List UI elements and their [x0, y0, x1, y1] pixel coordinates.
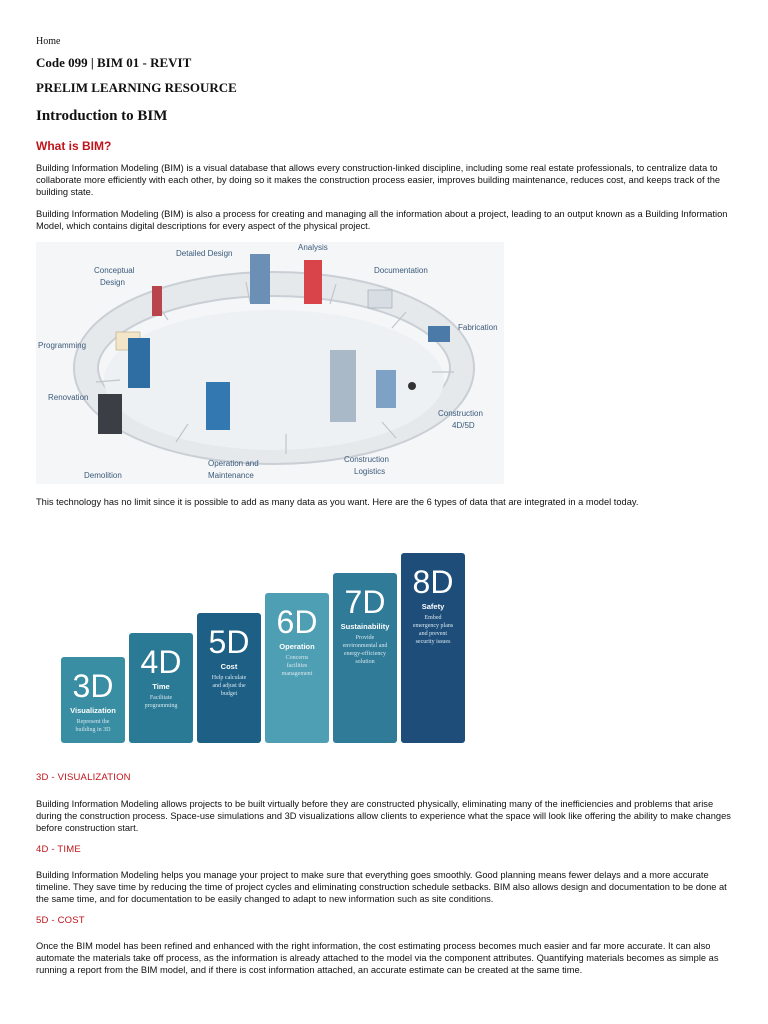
- dimension-description: security issues: [415, 639, 451, 645]
- dimension-description: building in 3D: [75, 727, 111, 733]
- label-construction-logistics-2: Logistics: [354, 467, 386, 476]
- dimension-label: 5D: [208, 624, 250, 660]
- section-heading-5d: 5D - COST: [36, 915, 85, 926]
- what-is-bim-heading: What is BIM?: [36, 139, 112, 153]
- dimension-description: Facilitate: [149, 695, 173, 701]
- dimension-block-8d: [401, 553, 465, 743]
- dimension-description: programming: [144, 703, 178, 709]
- dimension-block-4d: [129, 633, 193, 743]
- dimension-block-6d: [265, 593, 329, 743]
- dimension-name: Cost: [220, 662, 238, 671]
- dimension-description: Provide: [355, 635, 375, 641]
- topic-title: Introduction to BIM: [36, 108, 168, 124]
- dimension-label: 4D: [140, 644, 182, 680]
- label-programming: Programming: [38, 341, 87, 350]
- dimension-label: 3D: [72, 668, 114, 704]
- dimension-name: Sustainability: [340, 622, 390, 631]
- dimension-name: Operation: [279, 642, 315, 651]
- label-detailed-design: Detailed Design: [176, 249, 233, 258]
- bim-lifecycle-figure: [36, 242, 504, 484]
- label-design: Design: [100, 278, 125, 287]
- dimension-description: facilities: [286, 663, 308, 669]
- dimension-description: solution: [355, 659, 375, 665]
- label-construction-4d5d: 4D/5D: [452, 421, 475, 430]
- dimension-description: Represent the: [76, 719, 110, 725]
- label-operation: Operation and: [208, 459, 259, 468]
- dimension-description: Embed: [424, 615, 442, 621]
- dimension-description: energy-efficiency: [343, 651, 387, 657]
- home-link[interactable]: Home: [36, 36, 61, 47]
- dimension-description: Concerns: [285, 655, 309, 661]
- resource-title: PRELIM LEARNING RESOURCE: [36, 80, 237, 95]
- label-construction-logistics-1: Construction: [344, 455, 389, 464]
- section-text-3d: Building Information Modeling allows projects to be built virtually before they are constructed physically, eliminating many of the inefficiencies and problems that arise during the construction process. Space-use simulations and 3D visualizations allow clients to experience what the space will look like offering the ability to make changes before construction start.: [36, 799, 731, 833]
- dimension-block-7d: [333, 573, 397, 743]
- data-types-paragraph: This technology has no limit since it is possible to add as many data as you want. Here are the 6 types of data that are integrated in a model today.: [36, 497, 639, 507]
- dimension-label: 8D: [412, 564, 454, 600]
- label-conceptual: Conceptual: [94, 266, 135, 275]
- bim-process-paragraph: Building Information Modeling (BIM) is also a process for creating and managing all the information about a project, leading to an output known as a Building Information Model, which contains digital descriptions for every aspect of the physical project.: [36, 209, 728, 231]
- dimension-description: Help calculate: [211, 675, 247, 681]
- dimension-name: Time: [152, 682, 170, 691]
- dimension-name: Safety: [421, 602, 445, 611]
- label-maintenance: Maintenance: [208, 471, 254, 480]
- dimension-description: and prevent: [418, 631, 448, 637]
- label-fabrication: Fabrication: [458, 323, 498, 332]
- label-documentation: Documentation: [374, 266, 428, 275]
- label-demolition: Demolition: [84, 471, 122, 480]
- dimension-description: emergency plans: [412, 623, 454, 629]
- bim-dimensions-figure: [56, 530, 474, 745]
- dimension-name: Visualization: [70, 706, 116, 715]
- section-text-5d: Once the BIM model has been refined and enhanced with the right information, the cost estimating process becomes much easier and far more accurate. It can also automate the materials take off process, as the information is already attached to the model via the component attributes. Quantifying materials becomes as simple as running a report from the BIM model, and if there is cost information attached, an accurate estimate can be created at the same time.: [36, 941, 719, 975]
- bim-definition-paragraph: Building Information Modeling (BIM) is a visual database that allows every construction-linked discipline, including some real estate professionals, to centralize data to collaborate more efficiently with each other, by doing so it makes the construction process easier, improves building maintenance, reduces cost, and keeps track of the building state.: [36, 163, 721, 197]
- dimension-description: budget: [220, 691, 238, 697]
- dimension-description: management: [281, 671, 313, 677]
- label-construction: Construction: [438, 409, 483, 418]
- course-code-title: Code 099 | BIM 01 - REVIT: [36, 55, 192, 70]
- section-heading-4d: 4D - TIME: [36, 844, 81, 855]
- dimension-block-5d: [197, 613, 261, 743]
- section-heading-3d: 3D - VISUALIZATION: [36, 772, 131, 783]
- label-renovation: Renovation: [48, 393, 89, 402]
- dimension-block-3d: [61, 657, 125, 743]
- label-analysis: Analysis: [298, 243, 328, 252]
- dimension-description: and adjust the: [212, 683, 246, 689]
- dimension-label: 7D: [344, 584, 386, 620]
- dimension-description: environmental and: [342, 643, 388, 649]
- section-text-4d: Building Information Modeling helps you manage your project to make sure that everything goes smoothly. Good planning means fewer delays and a more accurate timeline. They save time by reducing the time of project cycles and eliminating construction schedule setbacks. BIM also allows design and documentation to be done at the same time, and for documentation to be easily changed to adapt to new information such as site conditions.: [36, 870, 727, 904]
- dimension-label: 6D: [276, 604, 318, 640]
